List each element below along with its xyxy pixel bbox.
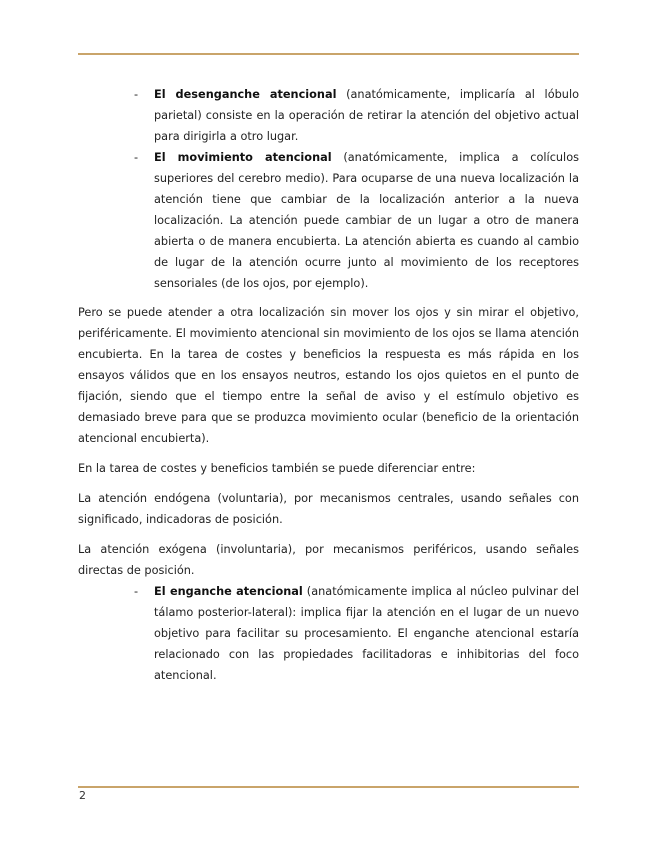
bullet-term: El desenganche atencional xyxy=(154,88,337,101)
bullet-text: (anatómicamente, implica a colículos superiores del cerebro medio). Para ocuparse de una nueva localización la atención tiene que cambiar de la localización anterior a la nueva localización. La atención puede cambiar de un lugar a otro de manera abierta o de manera encubierta. La atención abierta es cuando al cambio de lugar de la atención ocurre junto al movimiento de los receptores sensoriales (de los ojos, por ejemplo). xyxy=(154,151,579,290)
document-body xyxy=(78,84,579,686)
bullet-list-top xyxy=(78,84,579,294)
bullet-marker: - xyxy=(134,151,139,164)
bullet-term: El movimiento atencional xyxy=(154,151,332,164)
bullet-marker: - xyxy=(134,585,139,598)
paragraph: La atención endógena (voluntaria), por mecanismos centrales, usando señales con significado, indicadoras de posición. xyxy=(78,492,579,526)
bullet-term: El enganche atencional xyxy=(154,585,303,598)
list-item xyxy=(134,84,579,147)
header-rule xyxy=(78,53,579,55)
list-item xyxy=(134,581,579,686)
footer-rule xyxy=(78,786,579,788)
paragraph: Pero se puede atender a otra localización sin mover los ojos y sin mirar el objetivo, periféricamente. El movimiento atencional sin movimiento de los ojos se llama atención encubierta. En la tarea de costes y beneficios la respuesta es más rápida en los ensayos válidos que en los ensayos neutros, estando los ojos quietos en el punto de fijación, siendo que el tiempo entre la señal de aviso y el estímulo objetivo es demasiado breve para que se produzca movimiento ocular (beneficio de la orientación atencional encubierta). xyxy=(78,306,579,445)
paragraph: La atención exógena (involuntaria), por mecanismos periféricos, usando señales directas de posición. xyxy=(78,543,579,577)
page-number: 2 xyxy=(79,789,86,802)
list-item xyxy=(134,147,579,294)
bullet-marker: - xyxy=(134,88,139,101)
bullet-text: (anatómicamente, implicaría al lóbulo parietal) consiste en la operación de retirar la atención del objetivo actual para dirigirla a otro lugar. xyxy=(154,88,579,143)
paragraph: En la tarea de costes y beneficios también se puede diferenciar entre: xyxy=(78,462,476,475)
bullet-list-bottom xyxy=(78,581,579,686)
bullet-text: (anatómicamente implica al núcleo pulvinar del tálamo posterior-lateral): implica fijar la atención en el lugar de un nuevo objetivo para facilitar su procesamiento. El enganche atencional estaría relacionado con las propiedades facilitadoras e inhibitorias del foco atencional. xyxy=(154,585,579,682)
